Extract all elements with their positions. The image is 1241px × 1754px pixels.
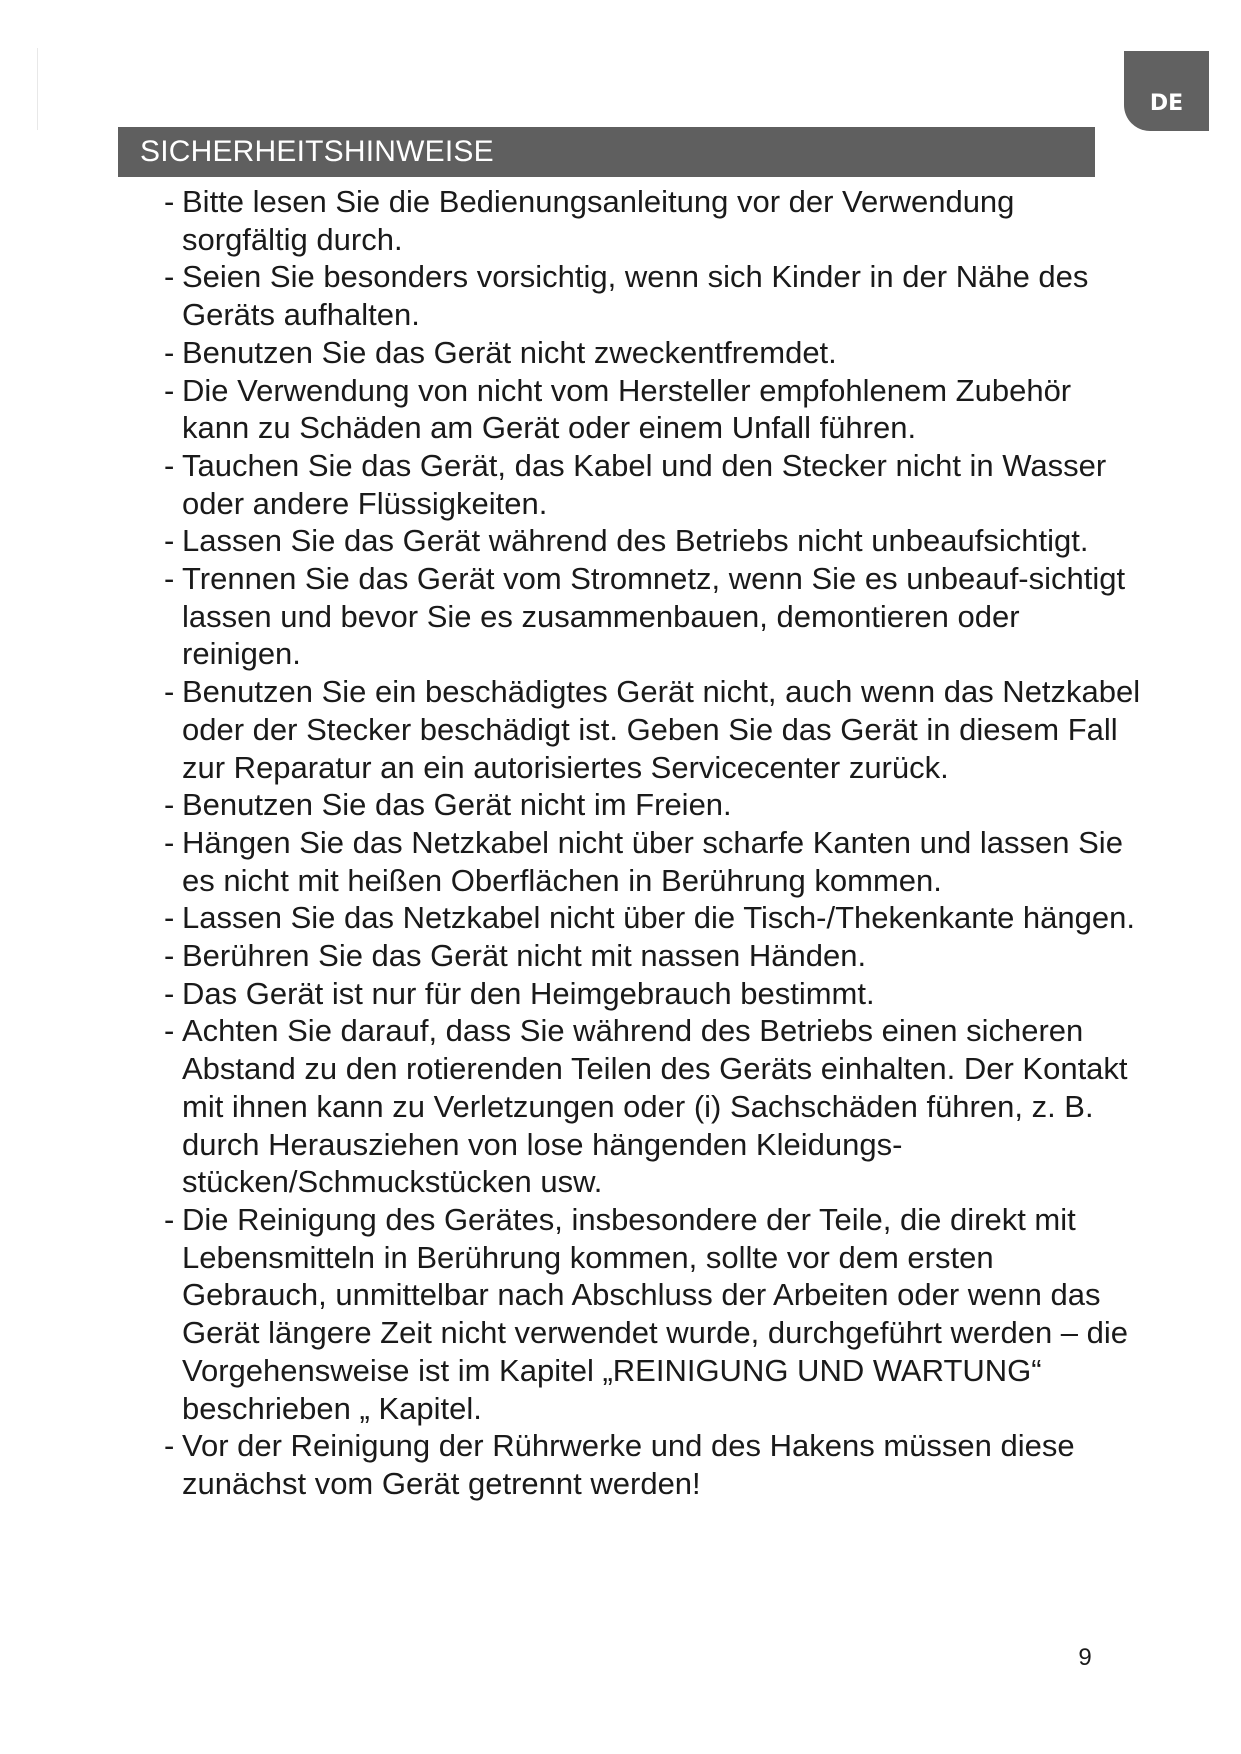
safety-instructions-list (164, 183, 1144, 1503)
list-item-text: Vor der Reinigung der Rührwerke und des Hakens müssen diese zunächst vom Gerät getrennt werden! (182, 1428, 1075, 1501)
list-dash: - (164, 674, 175, 710)
list-item-text: Benutzen Sie ein beschädigtes Gerät nicht, auch wenn das Netzkabel oder der Stecker beschädigt ist. Geben Sie das Gerät in diesem Fall zur Reparatur an ein autorisiertes Servicecenter zurück. (182, 674, 1141, 785)
list-item (164, 447, 1144, 522)
list-item (164, 522, 1144, 560)
page-edge-line (37, 48, 38, 130)
list-dash: - (164, 787, 175, 823)
list-item-text: Achten Sie darauf, dass Sie während des Betriebs einen sicheren Abstand zu den rotierenden Teilen des Geräts einhalten. Der Kontakt mit ihnen kann zu Verletzungen oder (i) Sachschäden führen, z. B. durch Herausziehen von lose hängenden Kleidungs-stücken/Schmuckstücken usw. (182, 1013, 1128, 1200)
list-item (164, 824, 1144, 899)
list-item (164, 1427, 1144, 1502)
list-item-text: Berühren Sie das Gerät nicht mit nassen Händen. (182, 938, 867, 974)
list-item-text: Die Verwendung von nicht vom Hersteller empfohlenem Zubehör kann zu Schäden am Gerät oder einem Unfall führen. (182, 372, 1072, 446)
language-tab: DE (1124, 51, 1209, 131)
list-dash: - (164, 975, 175, 1011)
list-dash: - (164, 447, 175, 483)
list-item-text: Trennen Sie das Gerät vom Stromnetz, wenn Sie es unbeauf-sichtigt lassen und bevor Sie es zusammenbauen, demontieren oder reinigen. (182, 561, 1126, 672)
list-dash: - (164, 938, 175, 974)
list-item (164, 372, 1144, 447)
list-dash: - (164, 1428, 175, 1464)
list-item (164, 899, 1144, 937)
list-item-text: Bitte lesen Sie die Bedienungsanleitung vor der Verwendung sorgfältig durch. (182, 184, 1015, 257)
list-dash: - (164, 334, 175, 370)
list-item (164, 1012, 1144, 1201)
list-item (164, 183, 1144, 258)
list-item-text: Tauchen Sie das Gerät, das Kabel und den Stecker nicht in Wasser oder andere Flüssigkeiten. (182, 447, 1107, 521)
list-item (164, 975, 1144, 1013)
list-item-text: Seien Sie besonders vorsichtig, wenn sich Kinder in der Nähe des Geräts aufhalten. (182, 259, 1089, 333)
list-item (164, 560, 1144, 673)
list-item-text: Die Reinigung des Gerätes, insbesondere der Teile, die direkt mit Lebensmitteln in Berührung kommen, sollte vor dem ersten Gebrauch, unmittelbar nach Abschluss der Arbeiten oder wenn das Gerät längere Zeit nicht verwendet wurde, durchgeführt werden – die Vorgehensweise ist im Kapitel „REINIGUNG UND WARTUNG“ beschrieben „ Kapitel. (182, 1201, 1129, 1426)
list-item-text: Hängen Sie das Netzkabel nicht über scharfe Kanten und lassen Sie es nicht mit heißen Oberflächen in Berührung kommen. (182, 824, 1123, 898)
list-item (164, 937, 1144, 975)
list-item (164, 258, 1144, 333)
list-item-text: Lassen Sie das Netzkabel nicht über die Tisch-/Thekenkante hängen. (182, 900, 1135, 936)
list-item-text: Lassen Sie das Gerät während des Betriebs nicht unbeaufsichtigt. (182, 523, 1089, 559)
list-dash: - (164, 824, 175, 860)
list-item-text: Benutzen Sie das Gerät nicht im Freien. (182, 787, 732, 823)
list-item (164, 786, 1144, 824)
list-item-text: Das Gerät ist nur für den Heimgebrauch bestimmt. (182, 975, 875, 1011)
list-dash: - (164, 523, 175, 559)
list-dash: - (164, 561, 175, 597)
list-dash: - (164, 1013, 175, 1049)
list-dash: - (164, 372, 175, 408)
list-item (164, 673, 1144, 786)
list-dash: - (164, 900, 175, 936)
list-dash: - (164, 259, 175, 295)
list-dash: - (164, 184, 175, 219)
section-header: SICHERHEITSHINWEISE (118, 127, 1095, 177)
list-dash: - (164, 1201, 175, 1237)
list-item-text: Benutzen Sie das Gerät nicht zweckentfremdet. (182, 334, 837, 370)
list-item (164, 1201, 1144, 1427)
list-item (164, 334, 1144, 372)
page-number: 9 (1078, 1644, 1092, 1671)
